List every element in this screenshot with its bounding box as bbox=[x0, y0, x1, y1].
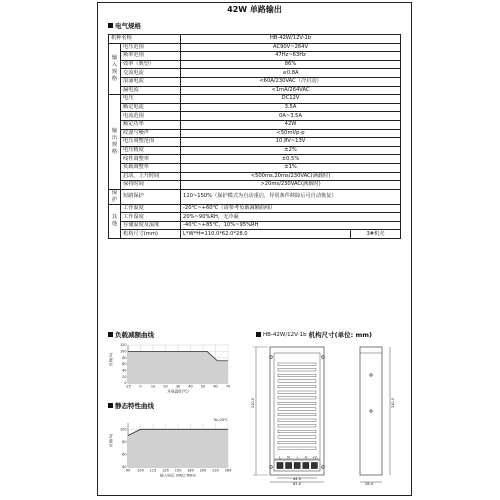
spec-value: <50mVp-p bbox=[181, 129, 401, 138]
y-tick-label: 100 bbox=[120, 349, 127, 354]
terminal-screw bbox=[294, 463, 300, 469]
vent-slot bbox=[278, 402, 316, 404]
vent-slot bbox=[278, 425, 316, 427]
terminal-screw bbox=[303, 463, 309, 469]
spec-value: <1mA/264VAC bbox=[181, 86, 401, 95]
static-chart bbox=[108, 411, 240, 483]
square-bullet-icon bbox=[256, 332, 261, 337]
square-bullet-icon bbox=[108, 332, 113, 337]
spec-label: 电压精度 bbox=[121, 146, 181, 155]
x-tick-label: 50 bbox=[200, 384, 206, 389]
spec-label: 启动、上升时间 bbox=[121, 172, 181, 181]
dim-width-inner: 44.0 bbox=[293, 477, 302, 481]
table-row bbox=[109, 146, 401, 155]
spec-value: ±0.5% bbox=[181, 155, 401, 164]
spec-label: 线性调整率 bbox=[121, 155, 181, 164]
spec-label: 电压 bbox=[121, 95, 181, 104]
vent-slot bbox=[278, 413, 316, 415]
table-row bbox=[109, 221, 401, 230]
spec-value: L*W*H=110.0*62.0*28.0 bbox=[181, 230, 351, 239]
table-row bbox=[109, 69, 401, 78]
spec-label: 交流电流 bbox=[121, 69, 181, 78]
y-axis-label: 负载(%) bbox=[109, 352, 113, 366]
spec-label: 额定功率 bbox=[121, 120, 181, 129]
spec-value: ≤0.8A bbox=[181, 69, 401, 78]
spec-table bbox=[108, 34, 401, 239]
table-row bbox=[109, 230, 401, 239]
spec-label: 浪涌电流 bbox=[121, 77, 181, 86]
table-row bbox=[109, 120, 401, 129]
datasheet-frame bbox=[97, 2, 412, 496]
x-tick-label: 30 bbox=[175, 384, 181, 389]
group-label-output: 输出规格 bbox=[109, 95, 121, 190]
y-axis-label: 负载(%) bbox=[109, 433, 113, 447]
table-row bbox=[109, 112, 401, 121]
spec-value: DC12V bbox=[181, 95, 401, 104]
section-electrical-label: 电气规格 bbox=[115, 22, 141, 30]
vent-slot bbox=[278, 397, 316, 399]
y-tick-label: 80 bbox=[122, 355, 127, 360]
table-row bbox=[109, 103, 401, 112]
spec-value: >20ms/230VAC(满载时) bbox=[181, 181, 401, 190]
table-row bbox=[109, 172, 401, 181]
x-tick-label: 10 bbox=[150, 384, 156, 389]
y-tick-label: 40 bbox=[122, 368, 127, 373]
table-row bbox=[109, 204, 401, 213]
terminal-screw bbox=[277, 463, 283, 469]
y-tick-label: 100 bbox=[120, 427, 127, 432]
group-label-input: 输入规格 bbox=[109, 43, 121, 95]
spec-label: 电流范围 bbox=[121, 112, 181, 121]
table-row bbox=[109, 52, 401, 61]
spec-label: 存储温度及湿度 bbox=[121, 221, 181, 230]
series-area bbox=[128, 429, 228, 467]
section-mech bbox=[256, 330, 372, 339]
spec-label: 额定电流 bbox=[121, 103, 181, 112]
dim-width: 62.0 bbox=[293, 482, 302, 486]
y-tick-label: 40 bbox=[122, 465, 127, 470]
spec-value: ±2% bbox=[181, 146, 401, 155]
vent-slot bbox=[278, 374, 316, 376]
table-row bbox=[109, 60, 401, 69]
x-tick-label: 100 bbox=[137, 468, 144, 473]
vent-slot bbox=[278, 363, 316, 365]
table-row bbox=[109, 189, 401, 204]
spec-extra: 3#机壳 bbox=[351, 230, 401, 239]
spec-value: 0A~3.5A bbox=[181, 112, 401, 121]
table-row bbox=[109, 155, 401, 164]
table-row bbox=[109, 181, 401, 190]
section-derating-label: 负载减额曲线 bbox=[115, 331, 154, 339]
y-tick-label: 80 bbox=[122, 440, 127, 445]
table-row bbox=[109, 77, 401, 86]
vent-slot bbox=[278, 369, 316, 371]
spec-value: -40℃~+85℃，10%~95%RH bbox=[181, 221, 401, 230]
terminal-screw bbox=[286, 463, 292, 469]
table-row bbox=[109, 35, 401, 44]
chart-annotation: Ta=25℃ bbox=[213, 418, 228, 422]
vent-slot bbox=[278, 430, 316, 432]
x-tick-label: 20 bbox=[163, 384, 168, 389]
spec-value: 20%~90%RH，无冷凝 bbox=[181, 213, 401, 222]
spec-value: 110~150%（保护模式为自动重启，异常条件移除后可自动恢复） bbox=[181, 189, 401, 204]
terminal-label: N bbox=[287, 455, 290, 460]
section-static bbox=[108, 401, 154, 410]
dim-length-side: 110.0 bbox=[391, 397, 396, 409]
terminal-label: +V bbox=[311, 455, 317, 460]
x-tick-label: 60 bbox=[213, 384, 218, 389]
spec-label: 工作湿度 bbox=[121, 213, 181, 222]
spec-value: 42W bbox=[181, 120, 401, 129]
x-tick-label: 200 bbox=[199, 468, 207, 473]
x-axis-label: 输入电压 (VAC) 60Hz bbox=[160, 473, 196, 478]
terminal-label: ⏚ bbox=[295, 455, 299, 460]
vent-slot bbox=[278, 447, 316, 449]
series-area bbox=[128, 351, 228, 383]
spec-label: 短路保护 bbox=[121, 189, 181, 204]
spec-label: 效率（典型） bbox=[121, 60, 181, 69]
spec-value: 10.8V~13V bbox=[181, 138, 401, 147]
section-electrical bbox=[108, 21, 141, 30]
y-tick-label: 120 bbox=[120, 343, 127, 348]
spec-value: <60A/230VAC（冷启动） bbox=[181, 77, 401, 86]
section-derating bbox=[108, 330, 154, 339]
derating-chart bbox=[108, 341, 240, 395]
square-bullet-icon bbox=[108, 403, 113, 408]
terminal-label: -V bbox=[304, 455, 308, 460]
x-tick-label: 70 bbox=[225, 384, 231, 389]
spec-label: 频率范围 bbox=[121, 52, 181, 61]
vent-slot bbox=[278, 391, 316, 393]
vent-slot bbox=[278, 419, 316, 421]
spec-value: 47Hz~63Hz bbox=[181, 52, 401, 61]
spec-label: 电压范围 bbox=[121, 43, 181, 52]
x-tick-label: 180 bbox=[187, 468, 194, 473]
vent-slot bbox=[278, 385, 316, 387]
spec-label: 纹波与噪声 bbox=[121, 129, 181, 138]
square-bullet-icon bbox=[108, 23, 113, 28]
spec-value: 3.5A bbox=[181, 103, 401, 112]
x-tick-label: -25 bbox=[125, 384, 131, 389]
vent-slot bbox=[278, 408, 316, 410]
table-row bbox=[109, 129, 401, 138]
y-tick-label: 20 bbox=[122, 374, 127, 379]
y-tick-label: 60 bbox=[122, 452, 127, 457]
table-row bbox=[109, 163, 401, 172]
page-title: 42W 单路输出 bbox=[227, 5, 282, 14]
table-row bbox=[109, 86, 401, 95]
x-tick-label: 115 bbox=[149, 468, 157, 473]
x-tick-label: 264 bbox=[224, 468, 232, 473]
y-tick-label: 0 bbox=[124, 381, 127, 386]
mech-header: 机构尺寸(单位: mm) bbox=[308, 331, 372, 339]
x-tick-label: 150 bbox=[174, 468, 182, 473]
mechanical-drawing bbox=[248, 339, 408, 493]
terminal-label: L bbox=[279, 455, 281, 460]
x-tick-label: 0 bbox=[139, 384, 142, 389]
vent-slot bbox=[278, 441, 316, 443]
spec-value: ±1% bbox=[181, 163, 401, 172]
x-axis-label: 环境温度(℃) bbox=[167, 389, 189, 394]
x-tick-label: 90 bbox=[125, 468, 131, 473]
table-row bbox=[109, 138, 401, 147]
spec-value: <500ms,20ms/230VAC(满载时) bbox=[181, 172, 401, 181]
vent-slot bbox=[278, 436, 316, 438]
mech-model: HB-42W/12V-1b bbox=[263, 331, 307, 338]
table-row bbox=[109, 95, 401, 104]
spec-label: 电压调整范围 bbox=[121, 138, 181, 147]
model-value: HB-42W/12V-1b bbox=[181, 35, 401, 44]
table-row bbox=[109, 213, 401, 222]
group-label-other: 其他 bbox=[109, 204, 121, 238]
spec-value: -20℃~+60℃（请参考负载减额曲线） bbox=[181, 204, 401, 213]
case-side-view bbox=[360, 347, 382, 475]
x-tick-label: 40 bbox=[188, 384, 193, 389]
spec-label: 工作温度 bbox=[121, 204, 181, 213]
spec-label: 漏电流 bbox=[121, 86, 181, 95]
spec-label: 负载调整率 bbox=[121, 163, 181, 172]
section-static-label: 静态特性曲线 bbox=[115, 402, 154, 410]
spec-label: 机构尺寸(mm) bbox=[121, 230, 181, 239]
vent-slot bbox=[278, 380, 316, 382]
model-label: 机种名称 bbox=[109, 35, 181, 44]
table-row bbox=[109, 43, 401, 52]
terminal-screw bbox=[311, 463, 317, 469]
spec-label: 保持时间 bbox=[121, 181, 181, 190]
dim-length: 110.0 bbox=[251, 397, 256, 409]
dim-height: 28.0 bbox=[365, 482, 374, 486]
x-tick-label: 135 bbox=[162, 468, 169, 473]
spec-value: AC90V~264V bbox=[181, 43, 401, 52]
x-tick-label: 230 bbox=[212, 468, 219, 473]
spec-value: 86% bbox=[181, 60, 401, 69]
group-label-protect: 保护 bbox=[109, 189, 121, 204]
y-tick-label: 60 bbox=[122, 362, 127, 367]
